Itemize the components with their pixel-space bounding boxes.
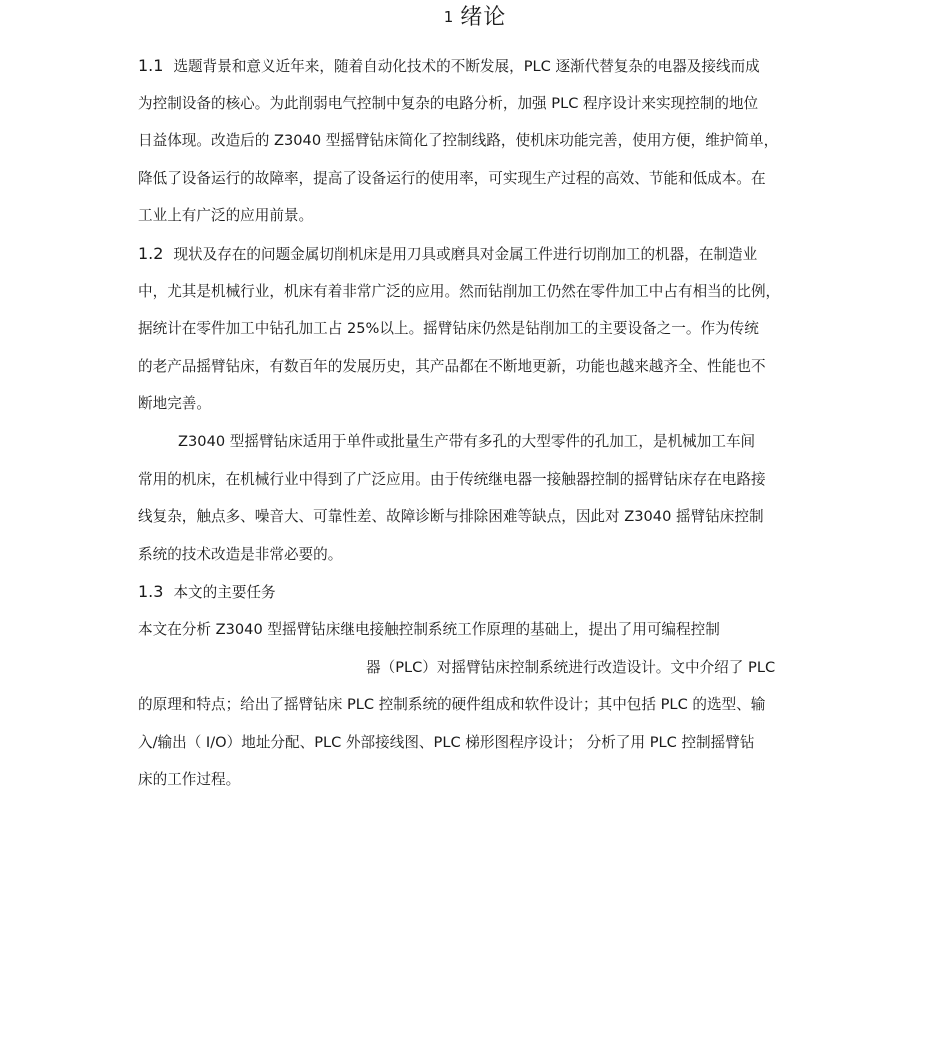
line-text: 断地完善。 (138, 395, 211, 412)
line-text: 本文的主要任务 (173, 584, 276, 601)
line-text: 据统计在零件加工中钻孔加工占 25%以上。摇臂钻床仍然是钻削加工的主要设备之一。作为传统 (138, 320, 759, 337)
paragraph-line (138, 468, 766, 492)
paragraph-line (138, 54, 760, 79)
line-text: 的原理和特点；给出了摇臂钻床 PLC 控制系统的硬件组成和软件设计；其中包括 PLC 的选型、输 (138, 696, 766, 713)
paragraph-line (178, 430, 755, 454)
paragraph-line (138, 204, 313, 228)
chapter-title (0, 2, 950, 33)
paragraph-line (138, 693, 765, 717)
line-text: 为控制设备的核心。为此削弱电气控制中复杂的电路分析，加强 PLC 程序设计来实现控制的地位 (138, 95, 759, 112)
section-number: 1.2 (138, 244, 164, 263)
paragraph-line (138, 92, 758, 116)
line-text: 选题背景和意义近年来，随着自动化技术的不断发展，PLC 逐渐代替复杂的电器及接线而成 (173, 58, 760, 75)
section-number: 1.1 (138, 56, 164, 75)
paragraph-line (138, 543, 342, 567)
paragraph-line (138, 768, 240, 792)
paragraph-line (138, 392, 211, 416)
line-text: 器（PLC）对摇臂钻床控制系统进行改造设计。文中介绍了 PLC (366, 659, 776, 676)
line-text: 降低了设备运行的故障率，提高了设备运行的使用率，可实现生产过程的高效、节能和低成本。在 (138, 170, 766, 187)
line-text: 现状及存在的问题金属切削机床是用刀具或磨具对金属工件进行切削加工的机器，在制造业 (173, 246, 758, 263)
line-text: 日益体现。改造后的 Z3040 型摇臂钻床简化了控制线路，使机床功能完善，使用方便，维护简单， (138, 132, 779, 149)
paragraph-line (138, 280, 780, 304)
line-text: 系统的技术改造是非常必要的。 (138, 546, 343, 563)
chapter-title-text: 绪论 (460, 5, 507, 30)
chapter-number: 1 (443, 8, 455, 26)
line-text: 本文在分析 Z3040 型摇臂钻床继电接触控制系统工作原理的基础上，提出了用可编程控制 (138, 621, 720, 638)
paragraph-line (138, 618, 720, 642)
paragraph-line (138, 355, 766, 379)
line-text: 工业上有广泛的应用前景。 (138, 207, 314, 224)
section-number: 1.3 (138, 582, 164, 601)
paragraph-line (138, 731, 754, 755)
line-text: 的老产品摇臂钻床，有数百年的发展历史，其产品都在不断地更新，功能也越来越齐全、性能也不 (138, 358, 766, 375)
paragraph-line (138, 242, 757, 267)
paragraph-line (138, 167, 766, 191)
line-text: 入/输出（ I/O）地址分配、PLC 外部接线图、PLC 梯形图程序设计； 分析了用 PLC 控制摇臂钻 (138, 734, 755, 751)
paragraph-line (138, 505, 764, 529)
paragraph-line (138, 317, 759, 341)
line-text: 线复杂，触点多、噪音大、可靠性差、故障诊断与排除困难等缺点，因此对 Z3040 摇臂钻床控制 (138, 508, 764, 525)
paragraph-line (138, 129, 778, 153)
line-text: 常用的机床，在机械行业中得到了广泛应用。由于传统继电器一接触器控制的摇臂钻床存在电路接 (138, 471, 766, 488)
line-text: Z3040 型摇臂钻床适用于单件或批量生产带有多孔的大型零件的孔加工，是机械加工车间 (178, 433, 756, 450)
paragraph-line (366, 656, 775, 680)
line-text: 床的工作过程。 (138, 771, 241, 788)
line-text: 中，尤其是机械行业，机床有着非常广泛的应用。然而钻削加工仍然在零件加工中占有相当的比例， (138, 283, 781, 300)
paragraph-line (138, 580, 276, 605)
